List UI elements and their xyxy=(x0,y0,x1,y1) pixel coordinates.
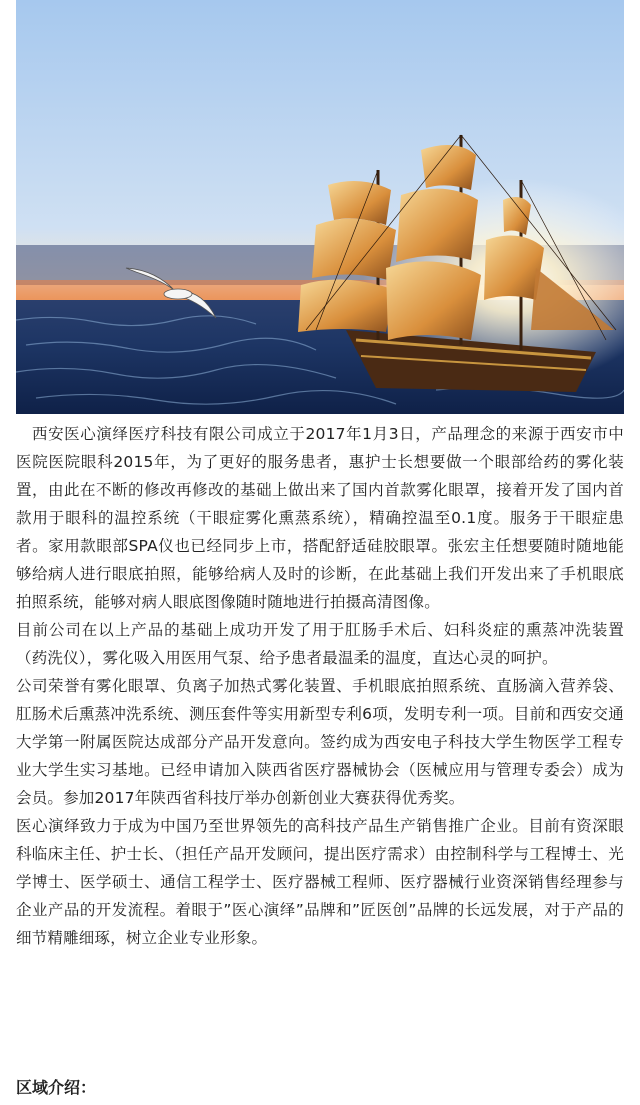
paragraph-vision: 医心演绎致力于成为中国乃至世界领先的高科技产品生产销售推广企业。目前有资深眼科临床主任、护士长、（担任产品开发顾问，提出医疗需求）由控制科学与工程博士、光学博士、医学硕士、通信工程学士、医疗器械工程师、医疗器械行业资深销售经理参与企业产品的开发流程。着眼于”医心演绎”品牌和”匠医创”品牌的长远发展，对于产品的细节精雕细琢，树立企业专业形象。 xyxy=(16,817,624,947)
section-title-region: 区域介绍： xyxy=(16,1078,97,1097)
paragraph-company-intro: 西安医心演绎医疗科技有限公司成立于2017年1月3日，产品理念的来源于西安市中医院医院眼科2015年，为了更好的服务患者，惠护士长想要做一个眼部给药的雾化装置，由此在不断的修改再修改的基础上做出来了国内首款雾化眼罩，接着开发了国内首款用于眼科的温控系统（干眼症雾化熏蒸系统），精确控温至0.1度。服务于干眼症患者。家用款眼部SPA仪也已经同步上市，搭配舒适硅胶眼罩。张宏主任想要随时随地能够给病人进行眼底拍照，能够给病人及时的诊断，在此基础上我们开发出来了手机眼底拍照系统，能够对病人眼底图像随时随地进行拍摄高清图像。 xyxy=(16,425,624,611)
hero-image xyxy=(16,0,624,414)
paragraph-honors: 公司荣誉有雾化眼罩、负离子加热式雾化装置、手机眼底拍照系统、直肠滴入营养袋、肛肠术后熏蒸冲洗系统、测压套件等实用新型专利6项，发明专利一项。目前和西安交通大学第一附属医院达成部分产品开发意向。签约成为西安电子科技大学生物医学工程专业大学生实习基地。已经申请加入陕西省医疗器械协会（医械应用与管理专委会）成为会员。参加2017年陕西省科技厅举办创新创业大赛获得优秀奖。 xyxy=(16,677,624,807)
paragraph-products: 目前公司在以上产品的基础上成功开发了用于肛肠手术后、妇科炎症的熏蒸冲洗装置（药洗仪），雾化吸入用医用气泵、给予患者最温柔的温度，直达心灵的呵护。 xyxy=(16,621,624,667)
article-body xyxy=(16,420,624,952)
sailing-ship-illustration xyxy=(16,0,624,414)
